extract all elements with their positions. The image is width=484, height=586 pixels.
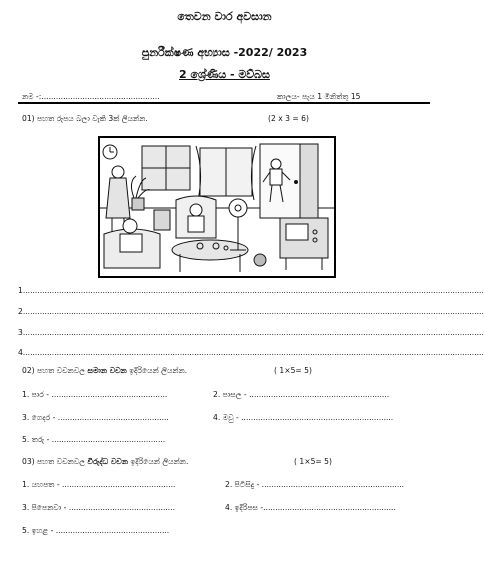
q2-text: 02) පහත වචනවල සමාන වචන ඉදිරියෙන් ලියන්න. [22,366,188,375]
family-scene-drawing [100,138,334,276]
q3-text: 03) පහත වචනවල විරුද්ධ වචන ඉදිරියෙන් ලියන්න. [22,457,189,466]
q2-item-3[interactable]: 3. ගෙදර - .............................................. [22,413,169,422]
q2-marks: ( 1×5= 5) [274,366,312,375]
exam-title: තෙවන වාර අවසාන [177,10,272,23]
q3-item-5[interactable]: 5. ඉහළ - ............................................... [22,526,170,535]
family-room-illustration [98,136,336,278]
q2-item-2[interactable]: 2. පාසල - .......................................................... [213,390,390,399]
q1-marks: (2 x 3 = 6) [268,114,309,123]
exam-subtitle: පුනරීක්ෂණ අභ්‍යාස -2022/ 2023 [141,46,308,59]
q3-item-2[interactable]: 2. පිටිසිදු - ........................................................... [225,480,405,489]
q1-answer-line-2[interactable]: 2............................................................................................................................................................................................... [18,307,484,316]
grade-subject: 2 ශ්‍රේණිය - මව්බස [179,68,270,81]
q3-item-4[interactable]: 4. ඉදිරිපස -....................................................... [225,503,396,512]
q2-item-4[interactable]: 4. මවු - ............................................................... [213,413,394,422]
q2-item-1[interactable]: 1. පාර - ................................................ [22,390,168,399]
header-divider [18,102,430,104]
q3-marks: ( 1×5= 5) [294,457,332,466]
q2-item-5[interactable]: 5. තරු - ............................................... [22,435,166,444]
q3-item-3[interactable]: 3. පිපෙනවා - ............................................ [22,503,176,512]
q1-answer-line-1[interactable]: 1............................................................................................................................................................................................... [18,286,484,295]
q1-answer-line-3[interactable]: 3............................................................................................................................................................................................... [18,328,484,337]
q1-text: 01) පහත රූපය බලා වැකි 3ක් ලියන්න. [22,114,148,123]
name-field[interactable]: නම -:................................................. [22,92,160,101]
time-allowed: කාලය- පැය 1 මිනිත්තු 15 [277,92,361,101]
q3-item-1[interactable]: 1. යහපත - ............................................... [22,480,176,489]
q1-answer-line-4[interactable]: 4............................................................................................................................................................................................... [18,348,484,357]
